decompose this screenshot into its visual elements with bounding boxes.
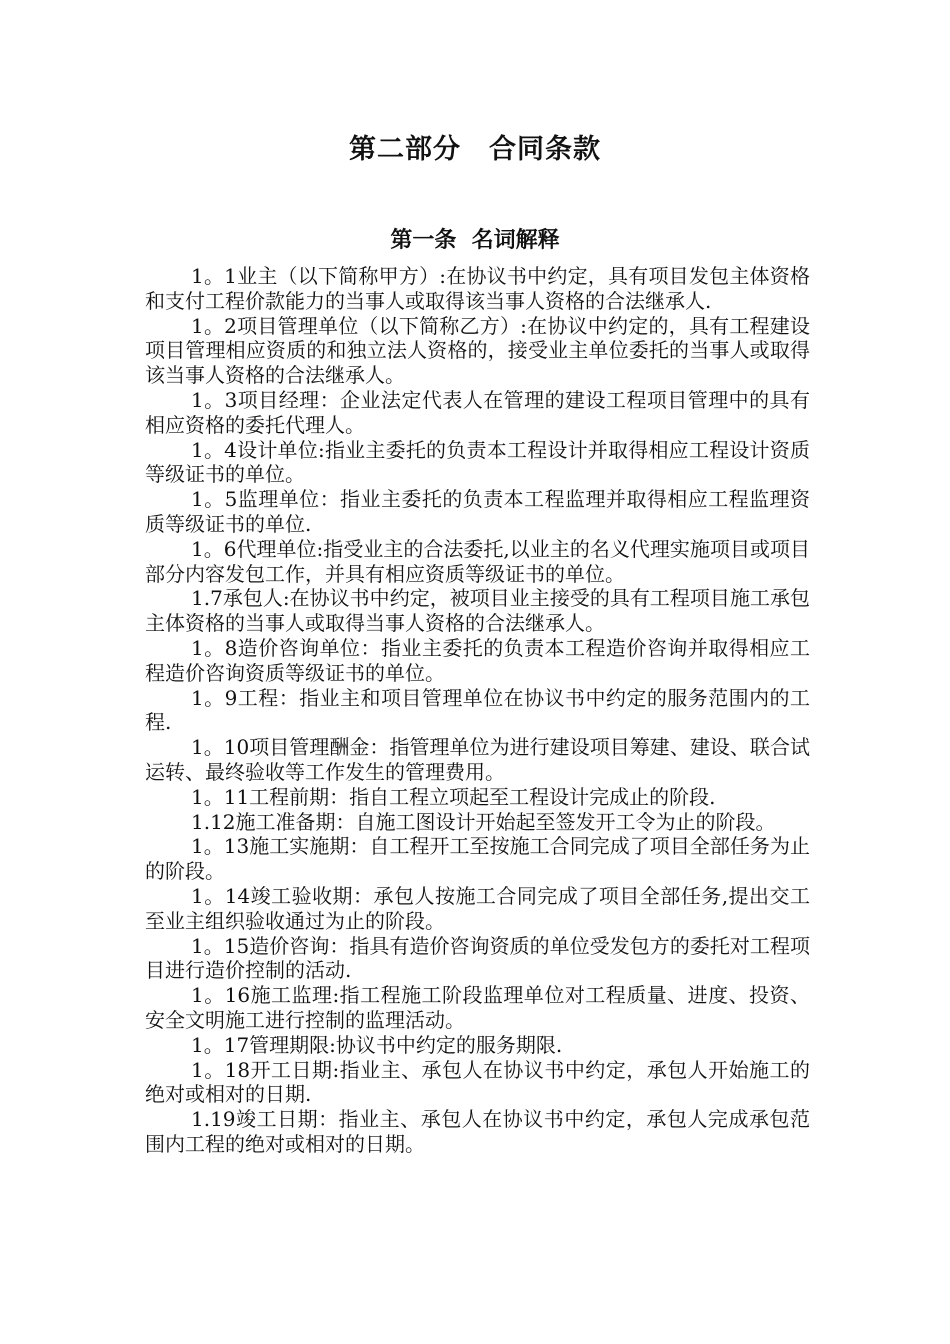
clause-1-4: 1。4设计单位:指业主委托的负责本工程设计并取得相应工程设计资质等级证书的单位。 — [145, 437, 810, 487]
clause-1-19: 1.19竣工日期：指业主、承包人在协议书中约定，承包人完成承包范围内工程的绝对或相对的日期。 — [145, 1107, 810, 1156]
clause-1-14: 1。14竣工验收期：承包人按施工合同完成了项目全部任务,提出交工至业主组织验收通过为止的阶段。 — [145, 883, 810, 933]
clause-1-9: 1。9工程：指业主和项目管理单位在协议书中约定的服务范围内的工程. — [145, 685, 810, 735]
clause-1-10: 1。10项目管理酬金：指管理单位为进行建设项目筹建、建设、联合试运转、最终验收等工作发生的管理费用。 — [145, 735, 810, 784]
clause-1-7: 1.7承包人:在协议书中约定，被项目业主接受的具有工程项目施工承包主体资格的当事人或取得当事人资格的合法继承人。 — [145, 586, 810, 636]
clause-1-13: 1。13施工实施期：自工程开工至按施工合同完成了项目全部任务为止的阶段。 — [145, 834, 810, 884]
clause-1-16: 1。16施工监理:指工程施工阶段监理单位对工程质量、进度、投资、安全文明施工进行控制的监理活动。 — [145, 983, 810, 1032]
clause-1-11: 1。11工程前期：指自工程立项起至工程设计完成止的阶段. — [191, 784, 716, 809]
clause-1-15: 1。15造价咨询：指具有造价咨询资质的单位受发包方的委托对工程项目进行造价控制的活动. — [145, 933, 810, 983]
clause-1-5: 1。5监理单位：指业主委托的负责本工程监理并取得相应工程监理资质等级证书的单位. — [145, 487, 810, 536]
clause-list — [145, 264, 810, 1157]
clause-1-17: 1。17管理期限:协议书中约定的服务期限. — [191, 1032, 563, 1057]
clause-1-6: 1。6代理单位:指受业主的合法委托,以业主的名义代理实施项目或项目部分内容发包工作，并具有相应资质等级证书的单位。 — [145, 536, 810, 586]
clause-1-12: 1.12施工准备期：自施工图设计开始起至签发开工令为止的阶段。 — [191, 809, 776, 834]
clause-1-8: 1。8造价咨询单位：指业主委托的负责本工程造价咨询并取得相应工程造价咨询资质等级证书的单位。 — [145, 635, 810, 685]
document-title: 第二部分 合同条款 — [349, 134, 601, 165]
section-title: 第一条 名词解释 — [390, 228, 560, 253]
clause-1-1: 1。1业主（以下简称甲方）:在协议书中约定，具有项目发包主体资格和支付工程价款能力的当事人或取得该当事人资格的合法继承人. — [145, 264, 810, 313]
clause-1-3: 1。3项目经理：企业法定代表人在管理的建设工程项目管理中的具有相应资格的委托代理人。 — [145, 387, 810, 437]
clause-1-18: 1。18开工日期:指业主、承包人在协议书中约定，承包人开始施工的绝对或相对的日期. — [145, 1057, 810, 1107]
clause-1-2: 1。2项目管理单位（以下简称乙方）:在协议中约定的，具有工程建设项目管理相应资质的和独立法人资格的，接受业主单位委托的当事人或取得该当事人资格的合法继承人。 — [145, 313, 810, 388]
